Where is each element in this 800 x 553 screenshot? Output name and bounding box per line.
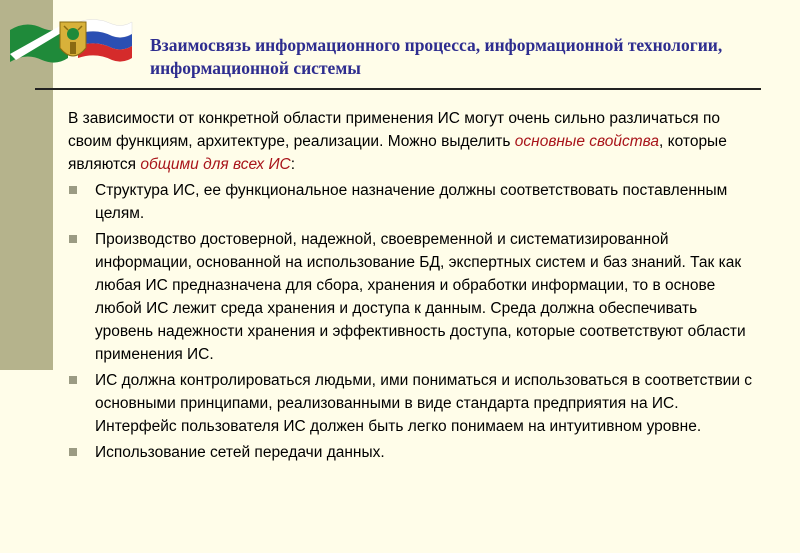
- list-item-text: Использование сетей передачи данных.: [95, 444, 385, 461]
- flags-emblem-logo: [8, 14, 134, 72]
- intro-text-2: , которые являются: [68, 133, 727, 173]
- highlight-common-for-all: общими для всех ИС: [140, 156, 291, 173]
- list-item: [68, 179, 758, 225]
- list-item: [68, 441, 758, 464]
- intro-text-1: В зависимости от конкретной области применения ИС могут очень сильно различаться по своим функциям, архитектуре, реализации. Можно выделить: [68, 110, 721, 150]
- highlight-main-properties: основные свойства: [514, 133, 660, 150]
- slide-title: Взаимосвязь информационного процесса, информационной технологии, информационной системы: [150, 35, 723, 78]
- customs-flag-icon: [10, 24, 68, 62]
- emblem-icon: [60, 22, 86, 56]
- list-item-text: Структура ИС, ее функциональное назначение должны соответствовать поставленным целям.: [95, 182, 728, 222]
- list-item-text: Производство достоверной, надежной, своевременной и систематизированной информации, основанной на использование БД, экспертных систем и баз знаний. Так как любая ИС предназначена для сбора, хранения и обработки информации, то в основе любой ИС лежит среда хранения и доступа к данным. Среда должна обеспечивать уровень надежности хранения и эффективность доступа, которые соответствуют области применения ИС.: [95, 231, 746, 363]
- list-item: [68, 369, 758, 438]
- bullet-icon: [69, 235, 77, 243]
- slide-content: [68, 107, 758, 464]
- properties-list: [68, 179, 758, 464]
- intro-paragraph: [68, 107, 758, 176]
- intro-text-3: :: [290, 156, 296, 173]
- list-item-text: ИС должна контролироваться людьми, ими пониматься и использоваться в соответствии с основными принципами, реализованными в виде стандарта предприятия на ИС. Интерфейс пользователя ИС должен быть легко понимаем на интуитивном уровне.: [95, 372, 753, 435]
- list-item: [68, 228, 758, 366]
- bullet-icon: [69, 186, 77, 194]
- bullet-icon: [69, 448, 77, 456]
- title-divider: [35, 88, 761, 90]
- bullet-icon: [69, 376, 77, 384]
